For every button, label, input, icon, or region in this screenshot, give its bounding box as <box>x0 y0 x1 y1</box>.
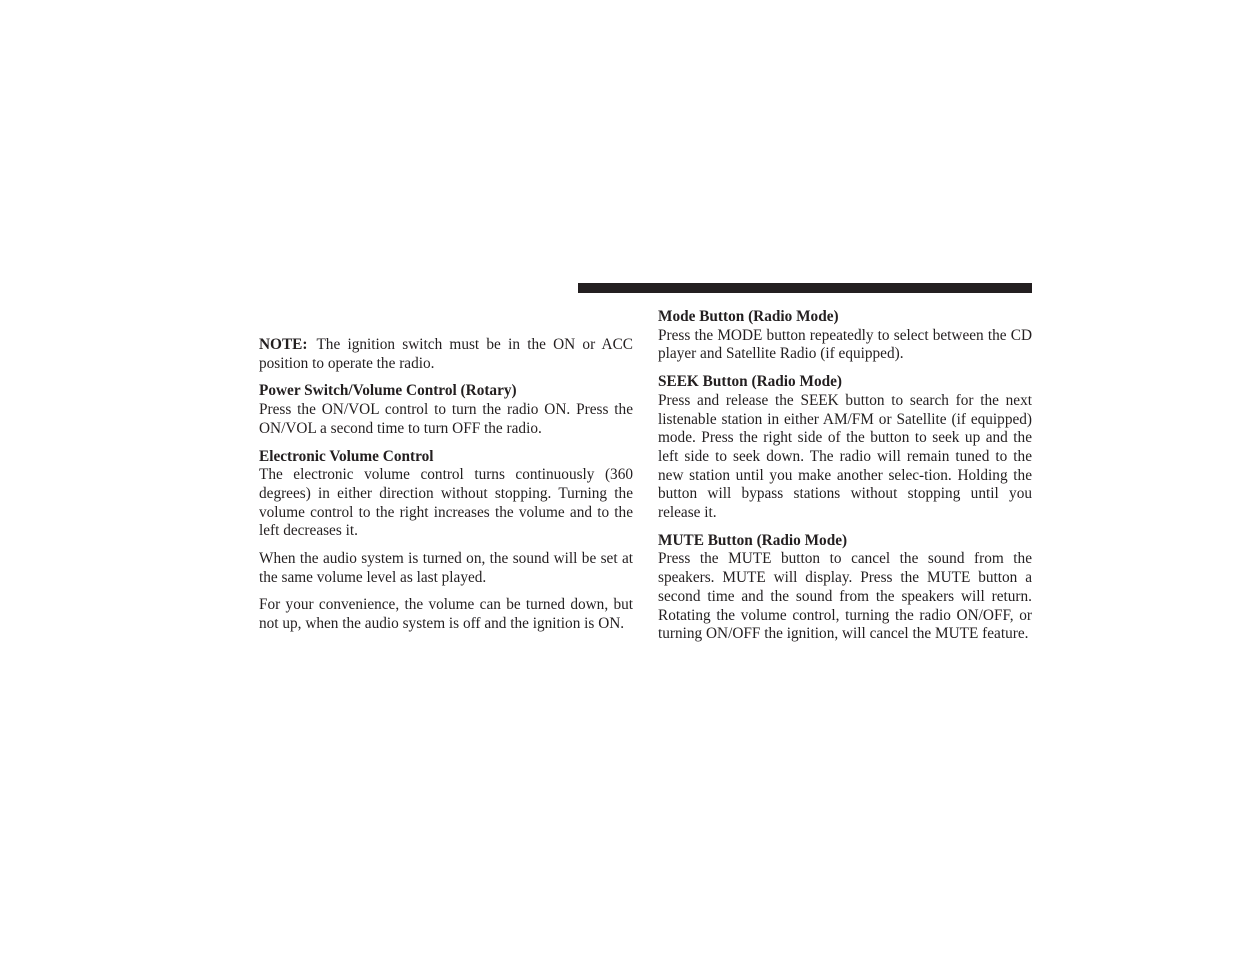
note-paragraph <box>259 336 633 373</box>
section-heading-power-switch: Power Switch/Volume Control (Rotary) <box>259 382 517 400</box>
note-label: NOTE: <box>259 336 308 353</box>
section-heading-seek-button: SEEK Button (Radio Mode) <box>658 373 843 391</box>
section-paragraph: Press the ON/VOL control to turn the radio ON. Press the ON/VOL a second time to turn OFF the radio. <box>259 401 633 437</box>
left-column <box>259 336 633 643</box>
section-paragraph: For your convenience, the volume can be turned down, but not up, when the audio system is off and the ignition is ON. <box>259 596 633 633</box>
section-paragraph: When the audio system is turned on, the sound will be set at the same volume level as last played. <box>259 550 633 586</box>
section-heading-mute-button: MUTE Button (Radio Mode) <box>658 531 848 549</box>
section-heading-electronic-volume: Electronic Volume Control <box>259 447 434 465</box>
section-paragraph: Press the MODE button repeatedly to select between the CD player and Satellite Radio (if equipped). <box>658 326 1032 363</box>
header-rule <box>578 283 1032 293</box>
right-column <box>658 308 1032 653</box>
section-paragraph: Press the MUTE button to cancel the sound from the speakers. MUTE will display. Press the MUTE button a second time and the sound from the speakers will return. Rotating the volume control, turning the radio ON/OFF, or turning ON/OFF the ignition, will cancel the MUTE feature. <box>658 550 1032 643</box>
section-paragraph: Press and release the SEEK button to search for the next listenable station in either AM/FM or Satellite (if equipped) mode. Press the right side of the button to seek up and the left side to seek down. The radio will remain tuned to the new station until you make another selec-tion. Holding the button will bypass stations without stopping until you release it. <box>658 391 1032 522</box>
section-paragraph: The electronic volume control turns continuously (360 degrees) in either direction without stopping. Turning the volume control to the right increases the volume and to the left decreases it. <box>259 466 633 540</box>
section-heading-mode-button: Mode Button (Radio Mode) <box>658 308 839 325</box>
note-text: The ignition switch must be in the ON or ACC position to operate the radio. <box>259 336 633 372</box>
